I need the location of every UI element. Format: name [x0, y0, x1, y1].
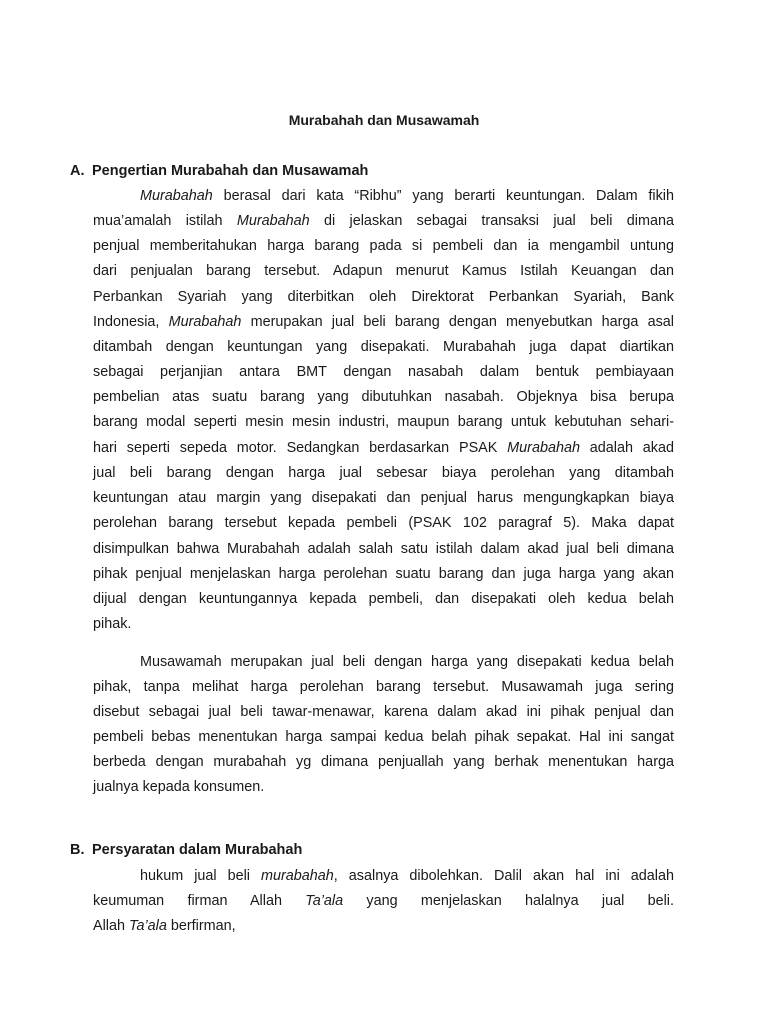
section-a-title: Pengertian Murabahah dan Musawamah [92, 163, 369, 179]
line-text: Indonesia, [93, 314, 169, 330]
paragraph-line: disimpulkan bahwa Murabahah adalah salah satu istilah dalam akad jual beli dimana [93, 541, 674, 557]
italic-term: Murabahah [140, 188, 213, 204]
line-text: yang menjelaskan halalnya jual beli. [343, 893, 674, 909]
paragraph-line: dari penjualan barang tersebut. Adapun menurut Kamus Istilah Keuangan dan [93, 263, 674, 279]
paragraph-line: pihak. [93, 616, 132, 632]
paragraph-line [93, 439, 674, 457]
line-text: berfirman, [166, 918, 236, 934]
italic-term: Murabahah [168, 314, 242, 330]
paragraph-line: sebagai perjanjian antara BMT dengan nasabah dalam bentuk pembiayaan [93, 364, 674, 380]
line-text: berasal dari kata “Ribhu” yang berarti keuntungan. Dalam fikih [212, 188, 674, 204]
paragraph-line: disebut sebagai jual beli tawar-menawar, karena dalam akad ini pihak penjual dan [93, 704, 674, 720]
italic-term: Ta’ala [129, 918, 167, 934]
section-a-heading [70, 163, 368, 179]
document-title: Murabahah dan Musawamah [288, 112, 480, 128]
line-text: merupakan jual beli barang dengan menyebutkan harga asal [241, 314, 674, 330]
italic-term: murabahah [260, 868, 334, 884]
line-text: hari seperti sepeda motor. Sedangkan berdasarkan PSAK [93, 440, 508, 456]
paragraph-line [140, 187, 674, 205]
paragraph-line [140, 867, 674, 885]
line-text: adalah akad [579, 440, 674, 456]
line-text: Allah [93, 918, 129, 934]
paragraph-line: dijual dengan keuntungannya kepada pembeli, dan disepakati oleh kedua belah [93, 591, 674, 607]
line-text: keumuman firman Allah [93, 893, 306, 909]
paragraph-line: pembeli bebas menentukan harga sampai kedua belah pihak sepakat. Hal ini sangat [93, 729, 674, 745]
italic-term: Murabahah [236, 213, 310, 229]
paragraph-line [93, 892, 674, 910]
paragraph-line: keuntungan atau margin yang disepakati dan penjual harus mengungkapkan biaya [93, 490, 674, 506]
paragraph-line: pembelian atas suatu barang yang dibutuhkan nasabah. Objeknya bisa berupa [93, 389, 674, 405]
section-b-letter: B. [70, 842, 85, 858]
paragraph-line: penjual memberitahukan harga barang pada si pembeli dan ia mengambil untung [93, 238, 674, 254]
paragraph-line: Musawamah merupakan jual beli dengan harga yang disepakati kedua belah [140, 654, 674, 670]
italic-term: Murabahah [507, 440, 580, 456]
paragraph-line: jual beli barang dengan harga jual sebesar biaya perolehan yang ditambah [93, 465, 674, 481]
paragraph-line: ditambah dengan keuntungan yang disepakati. Murabahah juga dapat diartikan [93, 339, 674, 355]
line-text: hukum jual beli [140, 868, 261, 884]
section-a-letter: A. [70, 163, 85, 179]
paragraph-line: barang modal seperti mesin mesin industri, maupun barang untuk kebutuhan sehari- [93, 414, 674, 430]
paragraph-line: pihak penjual menjelaskan harga perolehan suatu barang dan juga harga yang akan [93, 566, 674, 582]
paragraph-line: Perbankan Syariah yang diterbitkan oleh Direktorat Perbankan Syariah, Bank [93, 289, 674, 305]
paragraph-line: pihak, tanpa melihat harga perolehan barang tersebut. Musawamah juga sering [93, 679, 674, 695]
line-text: mua’amalah istilah [93, 213, 237, 229]
section-b-heading [70, 842, 302, 858]
paragraph-line [93, 917, 674, 935]
paragraph-line: perolehan barang tersebut kepada pembeli (PSAK 102 paragraf 5). Maka dapat [93, 515, 674, 531]
paragraph-line [93, 212, 674, 230]
paragraph-line [93, 313, 674, 331]
line-text: , asalnya dibolehkan. Dalil akan hal ini adalah [333, 868, 674, 884]
line-text: di jelaskan sebagai transaksi jual beli dimana [309, 213, 674, 229]
italic-term: Ta’ala [305, 893, 344, 909]
section-b-title: Persyaratan dalam Murabahah [92, 842, 303, 858]
paragraph-line: jualnya kepada konsumen. [93, 779, 265, 795]
paragraph-line: berbeda dengan murabahah yg dimana penjuallah yang berhak menentukan harga [93, 754, 674, 770]
